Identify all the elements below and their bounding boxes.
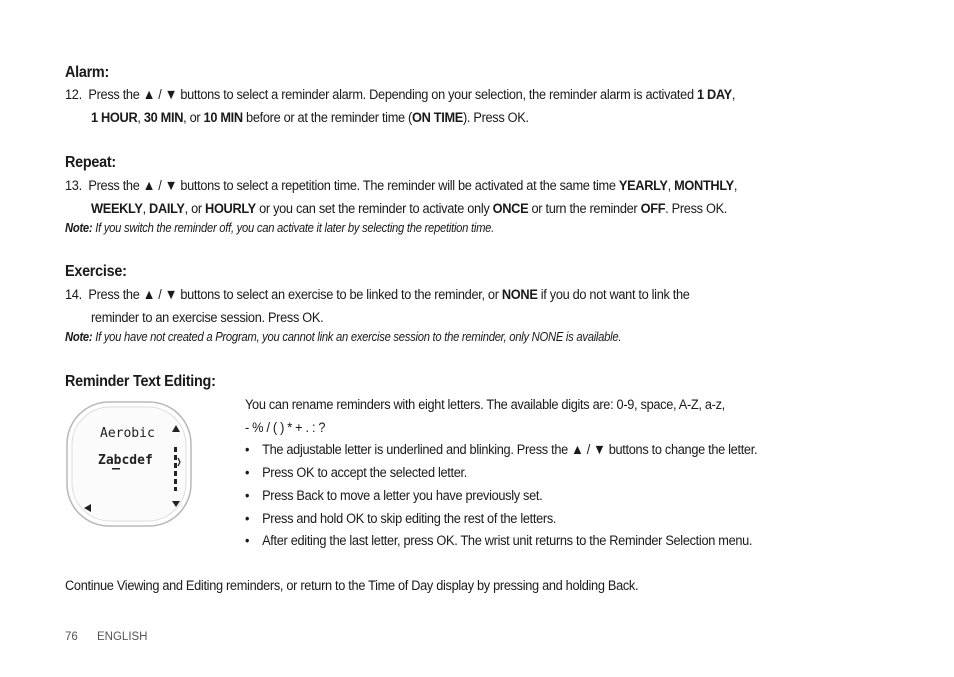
up-down-arrows-icon: ▲ / ▼ [571,442,606,458]
footer-language: ENGLISH [97,631,148,643]
editing-bullet: • After editing the last letter, press OK. The wrist unit returns to the Reminder Selection menu. [245,533,753,549]
alarm-heading: Alarm: [65,64,110,81]
exercise-note: Note: If you have not created a Program, you cannot link an exercise session to the reminder, only NONE is available. [65,330,622,344]
editing-bullet: • Press OK to accept the selected letter. [245,465,468,481]
continue-paragraph: Continue Viewing and Editing reminders, or return to the Time of Day display by pressing and holding Back. [65,578,639,594]
repeat-note: Note: If you switch the reminder off, you can activate it later by selecting the repetition time. [65,221,495,235]
editing-bullet: • Press and hold OK to skip editing the rest of the letters. [245,511,557,527]
editing-intro-line2: - % / ( ) * + . : ? [245,420,326,436]
editing-bullet: • The adjustable letter is underlined and blinking. Press the ▲ / ▼ buttons to change the letter. [245,442,758,458]
alarm-step-line2: 1 HOUR, 30 MIN, or 10 MIN before or at the reminder time (ON TIME). Press OK. [91,110,529,126]
editing-bullet: • Press Back to move a letter you have previously set. [245,488,543,504]
up-down-arrows-icon: ▲ / ▼ [142,178,178,194]
scroll-bar-segment [174,455,177,460]
editing-intro-line1: You can rename reminders with eight letters. The available digits are: 0-9, space, A-Z, a-z, [245,397,725,413]
page-number: 76 [65,631,78,643]
scroll-bar-segment [174,471,177,476]
exercise-heading: Exercise: [65,263,127,280]
up-down-arrows-icon: ▲ / ▼ [142,87,178,103]
repeat-step-line2: WEEKLY, DAILY, or HOURLY or you can set the reminder to activate only ONCE or turn the reminder OFF. Press OK. [91,201,728,217]
alarm-step-line1: 12. Press the ▲ / ▼ buttons to select a reminder alarm. Depending on your selection, the reminder alarm is activated 1 DAY, [65,87,736,103]
scroll-bar-segment [174,463,177,468]
repeat-heading: Repeat: [65,154,116,171]
up-down-arrows-icon: ▲ / ▼ [142,287,178,303]
watch-display-illustration [66,401,192,527]
exercise-step-line1: 14. Press the ▲ / ▼ buttons to select an exercise to be linked to the reminder, or NONE if you do not want to link the [65,287,690,303]
scroll-bar-segment [174,447,177,452]
display-line-2: Zabcdef [98,453,153,468]
exercise-step-line2: reminder to an exercise session. Press OK. [91,310,324,326]
display-line-1: Aerobic [100,426,155,441]
editing-heading: Reminder Text Editing: [65,373,216,390]
repeat-step-line1: 13. Press the ▲ / ▼ buttons to select a repetition time. The reminder will be activated at the same time YEARLY, MONTHLY, [65,178,738,194]
scroll-bar-segment [174,479,177,484]
scroll-bar-segment [174,487,177,491]
letter-cursor-underline [112,468,120,470]
